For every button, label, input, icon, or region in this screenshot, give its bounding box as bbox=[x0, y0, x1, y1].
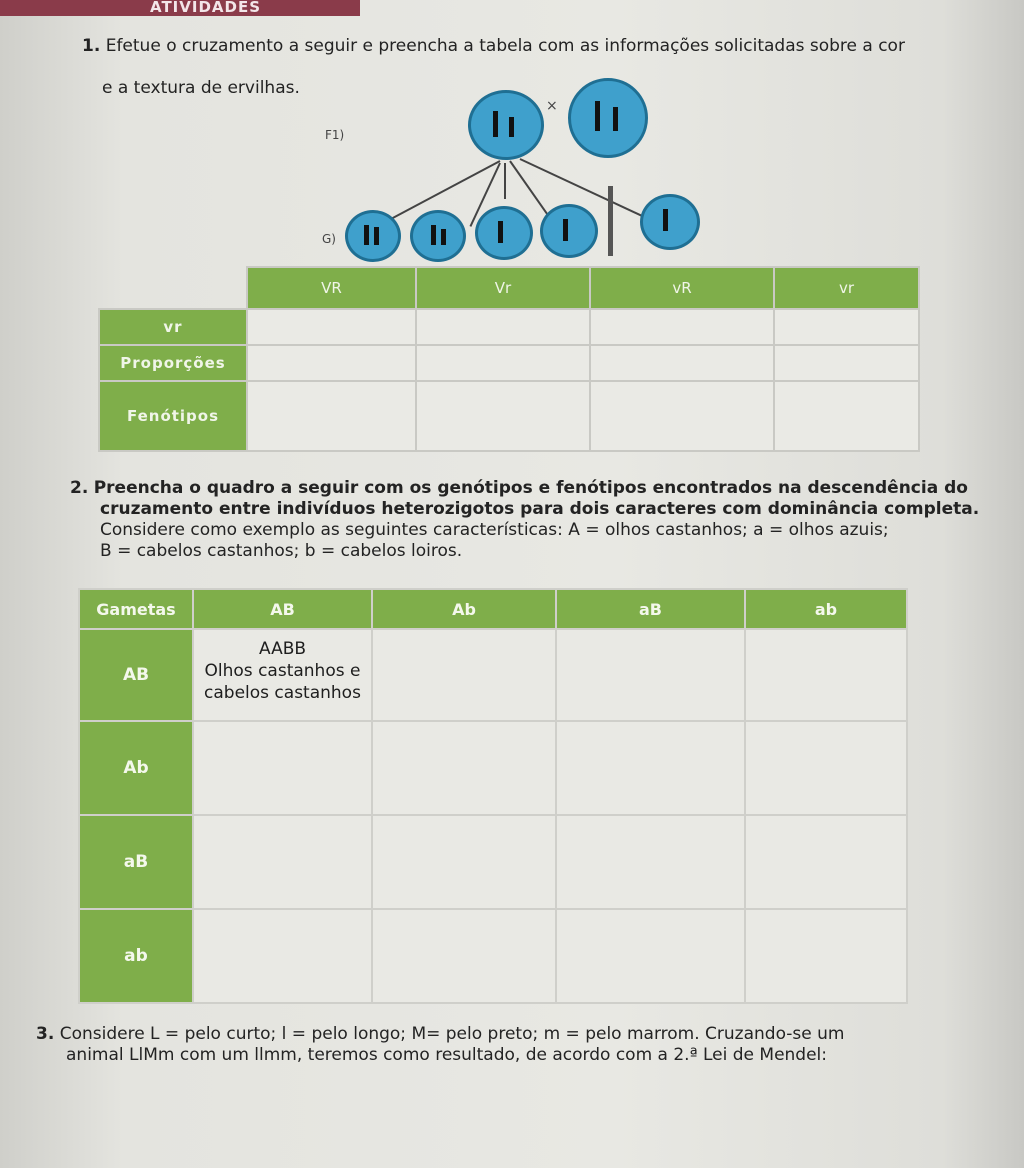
answer-cell[interactable] bbox=[774, 345, 919, 381]
question-1-number: 1. bbox=[82, 36, 101, 56]
answer-cell[interactable] bbox=[590, 309, 774, 345]
answer-cell[interactable] bbox=[590, 381, 774, 451]
table-corner bbox=[99, 267, 247, 309]
example-phenotype-line1: Olhos castanhos e bbox=[204, 661, 361, 681]
table-header-row bbox=[99, 267, 919, 309]
chromosome bbox=[595, 101, 600, 131]
question-3-number: 3. bbox=[36, 1024, 55, 1044]
parent-cell-1 bbox=[468, 90, 544, 160]
answer-cell[interactable] bbox=[247, 309, 416, 345]
question-1-text bbox=[82, 36, 982, 57]
chromosome bbox=[498, 221, 503, 243]
gamete-cell-5 bbox=[640, 194, 700, 250]
pea-cross-table bbox=[98, 266, 920, 452]
table-row bbox=[79, 815, 907, 909]
cross-symbol: × bbox=[546, 98, 558, 114]
chromosome bbox=[663, 209, 668, 231]
answer-cell[interactable] bbox=[556, 629, 745, 721]
answer-cell[interactable] bbox=[556, 909, 745, 1003]
parent-cell-2 bbox=[568, 78, 648, 158]
answer-cell[interactable] bbox=[372, 815, 556, 909]
answer-cell[interactable] bbox=[416, 345, 590, 381]
answer-cell[interactable] bbox=[416, 309, 590, 345]
question-3-line1: Considere L = pelo curto; l = pelo longo; M= pelo preto; m = pelo marrom. Cruzando-se um bbox=[59, 1024, 845, 1044]
answer-cell[interactable] bbox=[774, 381, 919, 451]
table-header-row bbox=[79, 589, 907, 629]
section-title: ATIVIDADES bbox=[150, 0, 262, 16]
row-header: AB bbox=[79, 629, 193, 721]
chromosome bbox=[374, 227, 379, 245]
answer-cell[interactable] bbox=[745, 815, 907, 909]
gamete-cell-1 bbox=[345, 210, 401, 262]
chromosome bbox=[613, 107, 618, 131]
chromosome bbox=[431, 225, 436, 245]
f1-label: F1) bbox=[325, 128, 345, 142]
question-3-text bbox=[36, 1024, 1016, 1066]
answer-cell[interactable] bbox=[556, 815, 745, 909]
row-header: Proporções bbox=[99, 345, 247, 381]
punnett-square-table bbox=[78, 588, 908, 1004]
answer-cell[interactable] bbox=[372, 909, 556, 1003]
question-1-line2: e a textura de ervilhas. bbox=[102, 78, 300, 98]
section-header bbox=[0, 0, 360, 16]
answer-cell[interactable] bbox=[416, 381, 590, 451]
column-header: aB bbox=[556, 589, 745, 629]
table-row bbox=[79, 629, 907, 721]
table-row bbox=[99, 309, 919, 345]
g-label: G) bbox=[322, 232, 336, 246]
question-3-line2: animal LlMm com um llmm, teremos como resultado, de acordo com a 2.ª Lei de Mendel: bbox=[66, 1045, 827, 1065]
column-header: ab bbox=[745, 589, 907, 629]
row-header: ab bbox=[79, 909, 193, 1003]
answer-cell[interactable] bbox=[590, 345, 774, 381]
example-genotype: AABB bbox=[258, 639, 307, 659]
gamete-cell-3 bbox=[475, 206, 533, 260]
answer-cell[interactable] bbox=[247, 381, 416, 451]
corner-header: Gametas bbox=[79, 589, 193, 629]
question-2-line3: Considere como exemplo as seguintes características: A = olhos castanhos; a = olhos azuis; bbox=[100, 520, 889, 540]
answer-cell[interactable] bbox=[247, 345, 416, 381]
answer-cell[interactable] bbox=[745, 721, 907, 815]
answer-cell[interactable] bbox=[556, 721, 745, 815]
answer-cell[interactable] bbox=[193, 721, 372, 815]
table-row bbox=[99, 345, 919, 381]
row-header: aB bbox=[79, 815, 193, 909]
answer-cell[interactable] bbox=[745, 629, 907, 721]
column-header: Ab bbox=[372, 589, 556, 629]
column-header: vr bbox=[774, 267, 919, 309]
example-phenotype-line2: cabelos castanhos bbox=[204, 683, 361, 703]
question-2-line2: cruzamento entre indivíduos heterozigotos para dois caracteres com dominância completa. bbox=[100, 499, 980, 519]
chromosome bbox=[493, 111, 498, 137]
arrow bbox=[504, 163, 506, 199]
answer-cell[interactable] bbox=[745, 909, 907, 1003]
gamete-cell-2 bbox=[410, 210, 466, 262]
question-2-line1: Preencha o quadro a seguir com os genótipos e fenótipos encontrados na descendência do bbox=[93, 478, 968, 498]
chromosome bbox=[563, 219, 568, 241]
table-row bbox=[99, 381, 919, 451]
divider-bar bbox=[608, 186, 613, 256]
answer-cell[interactable] bbox=[193, 815, 372, 909]
answer-cell[interactable] bbox=[372, 721, 556, 815]
table-row bbox=[79, 721, 907, 815]
table-row bbox=[79, 909, 907, 1003]
row-header: vr bbox=[99, 309, 247, 345]
answer-cell[interactable] bbox=[372, 629, 556, 721]
chromosome bbox=[441, 229, 446, 245]
row-header: Ab bbox=[79, 721, 193, 815]
example-cell bbox=[193, 629, 372, 721]
question-2-text bbox=[70, 478, 1000, 562]
column-header: AB bbox=[193, 589, 372, 629]
answer-cell[interactable] bbox=[774, 309, 919, 345]
column-header: vR bbox=[590, 267, 774, 309]
gamete-cell-4 bbox=[540, 204, 598, 258]
chromosome bbox=[364, 225, 369, 245]
row-header: Fenótipos bbox=[99, 381, 247, 451]
column-header: Vr bbox=[416, 267, 590, 309]
question-1-line1: Efetue o cruzamento a seguir e preencha a tabela com as informações solicitadas sobre a cor bbox=[105, 36, 905, 56]
column-header: VR bbox=[247, 267, 416, 309]
chromosome bbox=[509, 117, 514, 137]
answer-cell[interactable] bbox=[193, 909, 372, 1003]
question-2-line4: B = cabelos castanhos; b = cabelos loiros. bbox=[100, 541, 463, 561]
question-2-number: 2. bbox=[70, 478, 89, 498]
